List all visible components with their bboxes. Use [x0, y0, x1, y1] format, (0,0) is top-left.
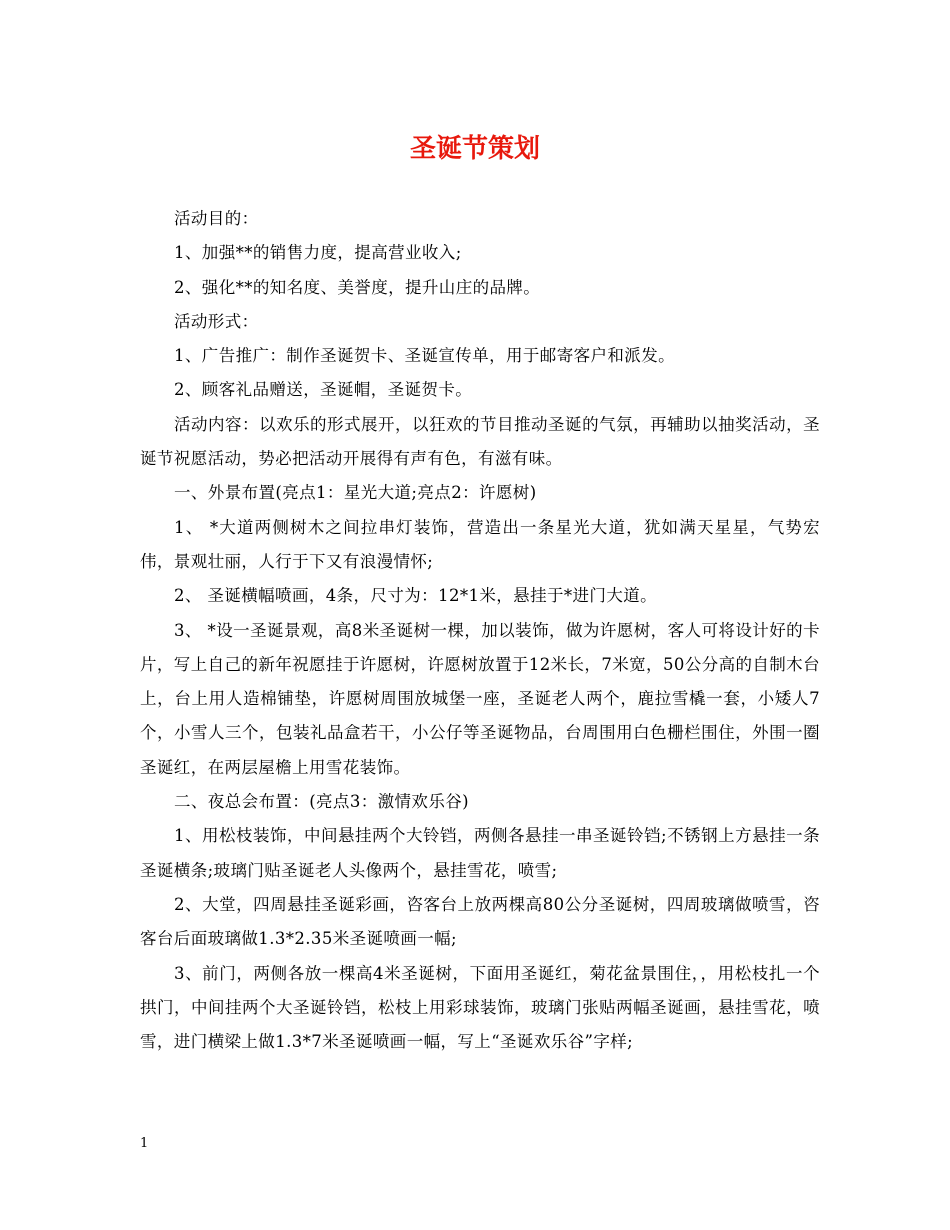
paragraph: 1、广告推广：制作圣诞贺卡、圣诞宣传单，用于邮寄客户和派发。 [174, 346, 675, 366]
paragraph: 2、大堂，四周悬挂圣诞彩画，咨客台上放两棵高80公分圣诞树，四周玻璃做喷雪，咨客台后面玻璃做1.3*2.35米圣诞喷画一幅; [140, 894, 820, 949]
paragraph: 3、前门，两侧各放一棵高4米圣诞树，下面用圣诞红，菊花盆景围住，，用松枝扎一个拱门，中间挂两个大圣诞铃铛，松枝上用彩球装饰，玻璃门张贴两幅圣诞画，悬挂雪花，喷雪，进门横梁上做1.3*7米圣诞喷画一幅，写上“圣诞欢乐谷”字样; [140, 963, 820, 1052]
page-number: 1 [140, 1136, 149, 1151]
paragraph: 二、夜总会布置：(亮点3：激情欢乐谷) [174, 792, 469, 812]
paragraph: 1、加强**的销售力度，提高营业收入; [174, 243, 462, 263]
paragraph: 一、外景布置(亮点1：星光大道;亮点2：许愿树) [174, 483, 537, 503]
document-body [140, 202, 820, 1059]
paragraph: 3、 *设一圣诞景观，高8米圣诞树一棵，加以装饰，做为许愿树，客人可将设计好的卡片，写上自己的新年祝愿挂于许愿树，许愿树放置于12米长，7米宽，50公分高的自制木台上，台上用人造棉铺垫，许愿树周围放城堡一座，圣诞老人两个，鹿拉雪橇一套，小矮人7个，小雪人三个，包装礼品盒若干，小公仔等圣诞物品，台周围用白色栅栏围住，外围一圈圣诞红，在两层屋檐上用雪花装饰。 [140, 620, 820, 777]
paragraph: 1、用松枝装饰，中间悬挂两个大铃铛，两侧各悬挂一串圣诞铃铛;不锈钢上方悬挂一条圣诞横条;玻璃门贴圣诞老人头像两个，悬挂雪花，喷雪; [140, 826, 820, 880]
paragraph: 2、 圣诞横幅喷画，4条，尺寸为：12*1米，悬挂于*进门大道。 [174, 586, 658, 606]
paragraph: 活动内容：以欢乐的形式展开，以狂欢的节目推动圣诞的气氛，再辅助以抽奖活动，圣诞节祝愿活动，势必把活动开展得有声有色，有滋有味。 [140, 414, 820, 469]
paragraph: 2、强化**的知名度、美誉度，提升山庄的品牌。 [174, 277, 541, 297]
paragraph: 1、 *大道两侧树木之间拉串灯装饰，营造出一条星光大道，犹如满天星星，气势宏伟，景观壮丽，人行于下又有浪漫情怀; [140, 517, 820, 571]
paragraph: 活动形式： [174, 311, 259, 331]
document-title: 圣诞节策划 [409, 134, 540, 164]
paragraph: 活动目的： [174, 209, 259, 228]
paragraph: 2、顾客礼品赠送，圣诞帽，圣诞贺卡。 [174, 380, 473, 400]
